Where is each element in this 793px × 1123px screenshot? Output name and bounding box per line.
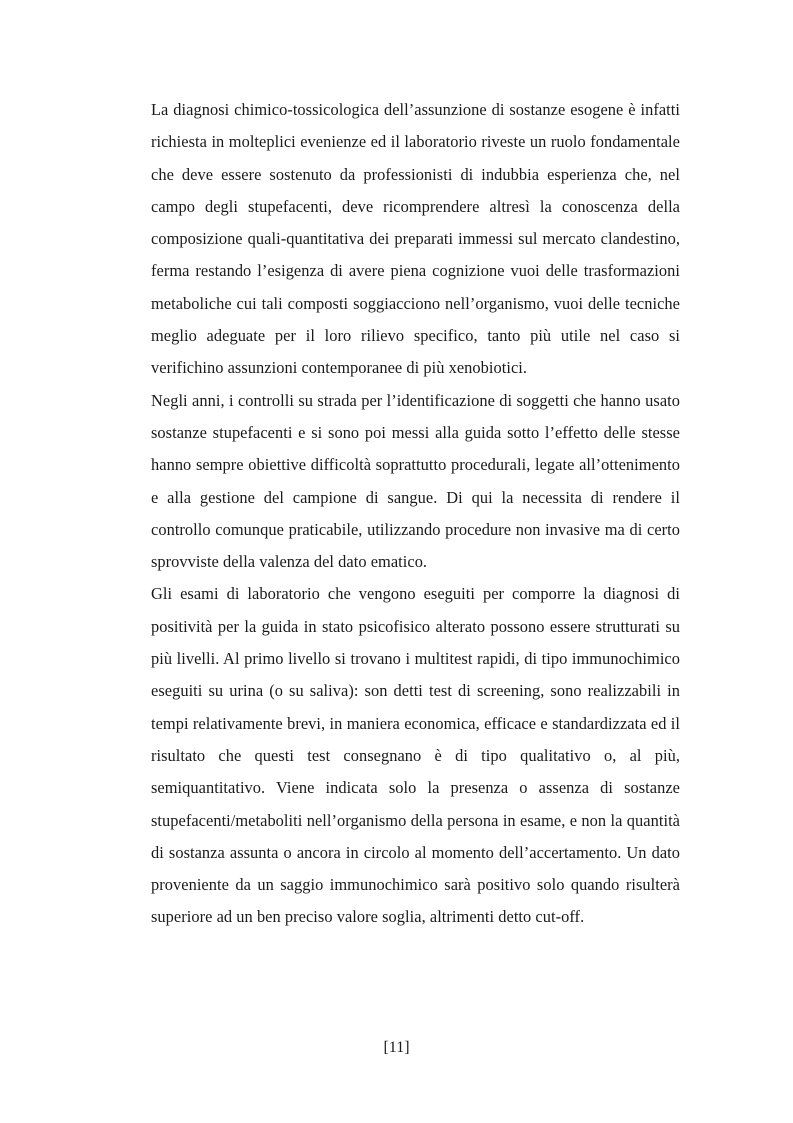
document-body [151, 94, 680, 934]
page-number: [11] [383, 1039, 410, 1056]
paragraph-diagnosi-chimico-tossicologica: La diagnosi chimico-tossicologica dell’assunzione di sostanze esogene è infatti richiesta in molteplici evenienze ed il laboratorio riveste un ruolo fondamentale che deve essere sostenuto da professionisti di indubbia esperienza che, nel campo degli stupefacenti, deve ricomprendere altresì la conoscenza della composizione quali-quantitativa dei preparati immessi sul mercato clandestino, ferma restando l’esigenza di avere piena cognizione vuoi delle trasformazioni metaboliche cui tali composti soggiacciono nell’organismo, vuoi delle tecniche meglio adeguate per il loro rilievo specifico, tanto più utile nel caso si verifichino assunzioni contemporanee di più xenobiotici. [151, 100, 680, 378]
paragraph-controlli-su-strada: Negli anni, i controlli su strada per l’identificazione di soggetti che hanno usato sostanze stupefacenti e si sono poi messi alla guida sotto l’effetto delle stesse hanno sempre obiettive difficoltà soprattutto procedurali, legate all’ottenimento e alla gestione del campione di sangue. Di qui la necessita di rendere il controllo comunque praticabile, utilizzando procedure non invasive ma di certo sprovviste della valenza del dato ematico. [151, 390, 680, 572]
paragraph-esami-di-laboratorio: Gli esami di laboratorio che vengono eseguiti per comporre la diagnosi di positività per la guida in stato psicofisico alterato possono essere strutturati su più livelli. Al primo livello si trovano i multitest rapidi, di tipo immunochimico eseguiti su urina (o su saliva): son detti test di screening, sono realizzabili in tempi relativamente brevi, in maniera economica, efficace e standardizzata ed il risultato che questi test consegnano è di tipo qualitativo o, al più, semiquantitativo. Viene indicata solo la presenza o assenza di sostanze stupefacenti/metaboliti nell’organismo della persona in esame, e non la quantità di sostanza assunta o ancora in circolo al momento dell’accertamento. Un dato proveniente da un saggio immunochimico sarà positivo solo quando risulterà superiore ad un ben preciso valore soglia, altrimenti detto cut-off. [151, 584, 680, 927]
